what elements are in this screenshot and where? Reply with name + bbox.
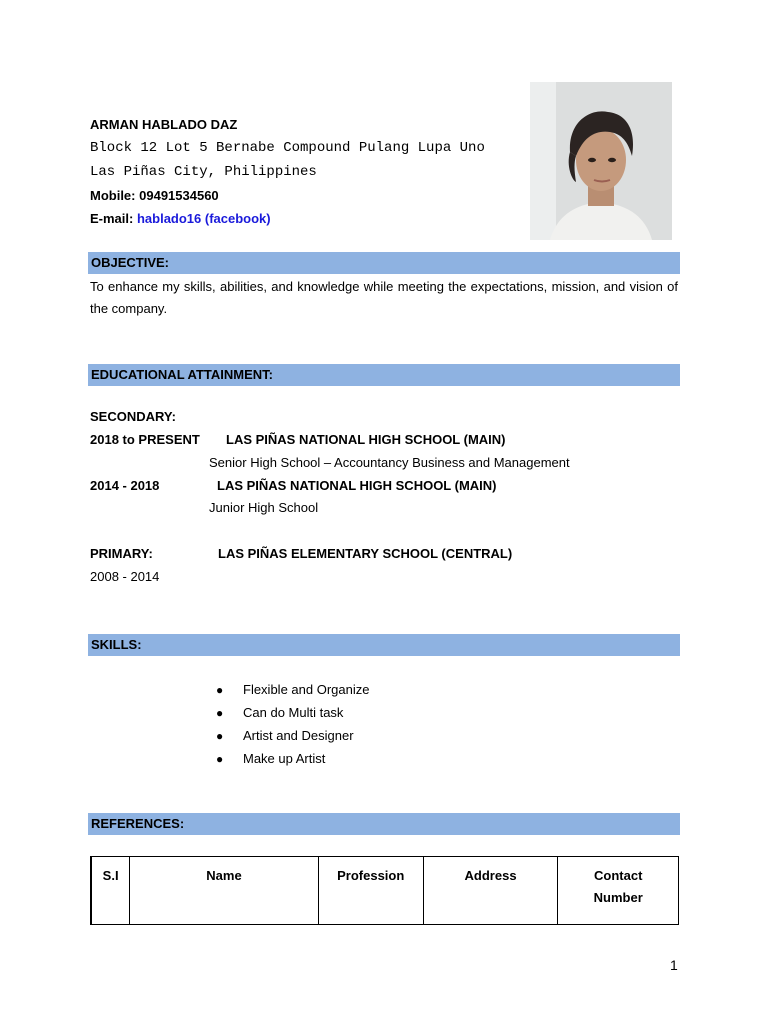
- column-header-contact-number: Contact Number: [558, 857, 679, 925]
- objective-heading: OBJECTIVE:: [88, 252, 680, 274]
- education-years-1: 2018 to PRESENT: [90, 432, 200, 447]
- email-line: [90, 211, 271, 226]
- profile-photo-illustration: [530, 82, 672, 240]
- bullet-icon: ●: [216, 706, 224, 720]
- education-heading: EDUCATIONAL ATTAINMENT:: [88, 364, 680, 386]
- column-header-profession: Profession: [318, 857, 423, 925]
- bullet-icon: ●: [216, 683, 224, 697]
- skills-list: [216, 680, 369, 772]
- column-header-si: S.I: [91, 857, 130, 925]
- email-label: E-mail:: [90, 211, 134, 226]
- mobile-line: [90, 188, 219, 203]
- address-line-2: Las Piñas City, Philippines: [90, 164, 317, 180]
- education-years-2: 2014 - 2018: [90, 478, 160, 493]
- bullet-icon: ●: [216, 752, 224, 766]
- references-table: [90, 856, 679, 925]
- mobile-value: 09491534560: [139, 188, 219, 203]
- primary-school: LAS PIÑAS ELEMENTARY SCHOOL (CENTRAL): [218, 546, 513, 561]
- applicant-name: ARMAN HABLADO DAZ: [90, 117, 238, 132]
- mobile-label: Mobile:: [90, 188, 136, 203]
- references-heading: REFERENCES:: [88, 813, 680, 835]
- column-header-address: Address: [423, 857, 558, 925]
- education-detail-1: Senior High School – Accountancy Business and Management: [209, 455, 570, 470]
- education-detail-2: Junior High School: [209, 500, 319, 515]
- email-link[interactable]: hablado16 (facebook): [136, 211, 271, 226]
- skill-item: ● Artist and Designer: [216, 726, 369, 749]
- table-header-row: [91, 857, 679, 925]
- skill-item: ● Flexible and Organize: [216, 680, 369, 703]
- skill-item: ● Can do Multi task: [216, 703, 369, 726]
- skills-heading: SKILLS:: [88, 634, 680, 656]
- address-line-1: Block 12 Lot 5 Bernabe Compound Pulang Lupa Uno: [90, 140, 485, 156]
- bullet-icon: ●: [216, 729, 224, 743]
- page-number: 1: [670, 957, 678, 973]
- education-school-2: LAS PIÑAS NATIONAL HIGH SCHOOL (MAIN): [217, 478, 497, 493]
- primary-label: PRIMARY:: [90, 546, 153, 561]
- skill-item: ● Make up Artist: [216, 749, 369, 772]
- secondary-label: SECONDARY:: [90, 409, 176, 424]
- profile-photo: [530, 82, 672, 240]
- objective-text: To enhance my skills, abilities, and knowledge while meeting the expectations, mission, and vision of the company.: [90, 279, 678, 316]
- education-school-1: LAS PIÑAS NATIONAL HIGH SCHOOL (MAIN): [226, 432, 506, 447]
- column-header-name: Name: [130, 857, 319, 925]
- primary-years: 2008 - 2014: [90, 569, 160, 584]
